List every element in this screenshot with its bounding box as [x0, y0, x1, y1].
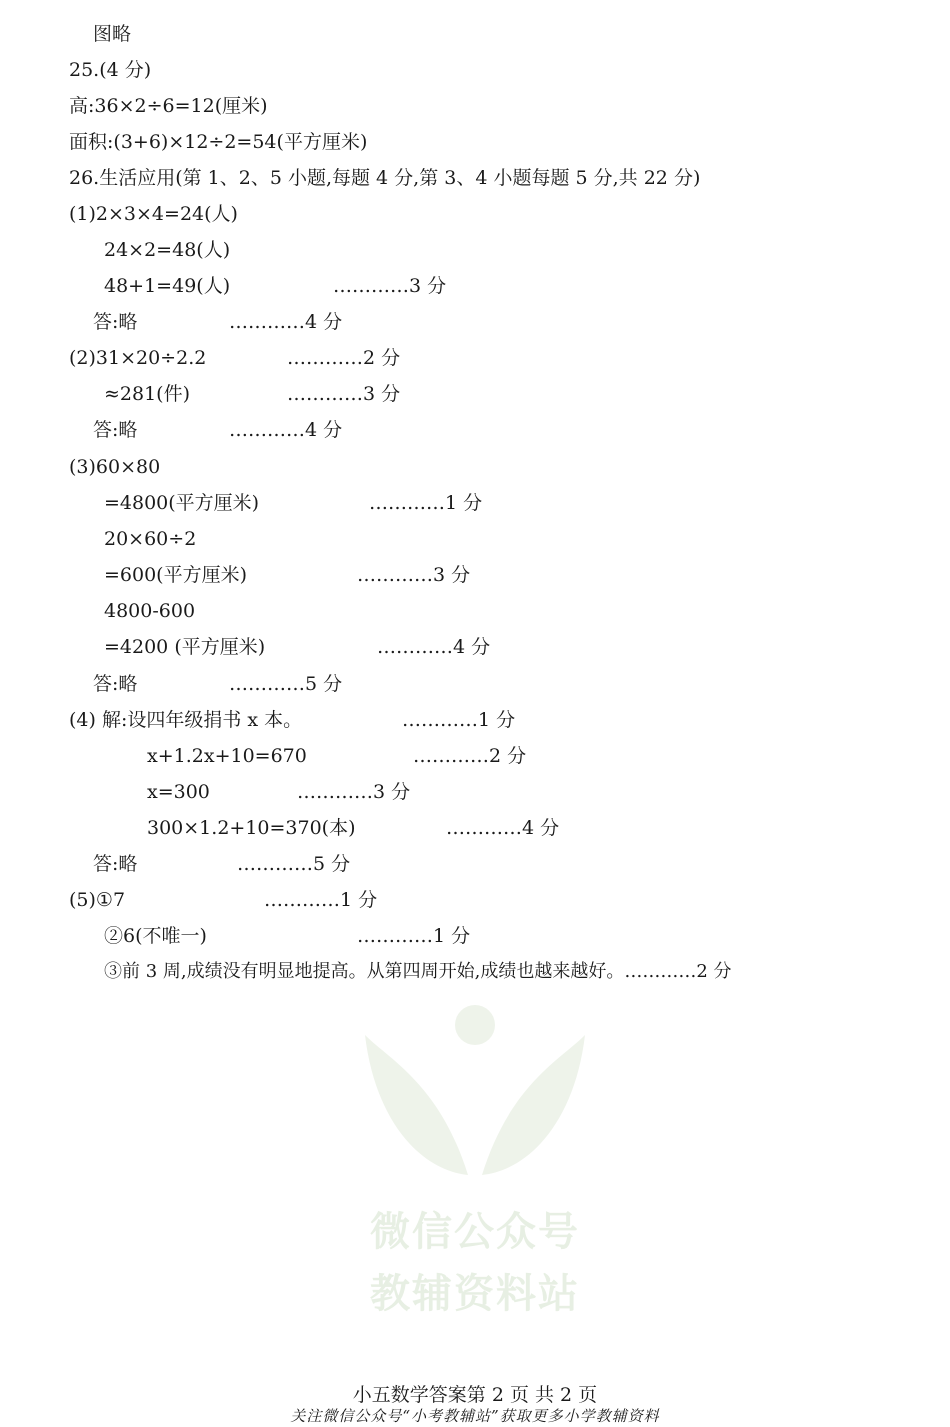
- score-mark: …………3 分: [297, 781, 411, 803]
- score-mark: …………5 分: [237, 853, 351, 875]
- watermark-text-line-2: 教辅资料站: [370, 1271, 580, 1317]
- score-mark: …………2 分: [287, 347, 401, 369]
- text-line: 48+1=49(人): [104, 275, 231, 297]
- score-mark: …………5 分: [229, 673, 343, 695]
- text-line: (2)31×20÷2.2: [69, 347, 207, 369]
- text-line: 300×1.2+10=370(本): [147, 817, 356, 839]
- text-line: (4) 解:设四年级捐书 x 本。: [69, 709, 303, 731]
- text-line: 答:略: [93, 419, 138, 441]
- score-mark: …………4 分: [229, 311, 343, 333]
- score-mark: …………3 分: [287, 383, 401, 405]
- score-mark: …………1 分: [264, 889, 378, 911]
- page-footer: 小五数学答案第 2 页 共 2 页: [352, 1384, 598, 1406]
- score-mark: …………4 分: [229, 419, 343, 441]
- score-mark: …………1 分: [357, 925, 471, 947]
- footer-note: 关注微信公众号“小考教辅站”获取更多小学教辅资料: [290, 1407, 660, 1425]
- text-line: x=300: [147, 781, 210, 803]
- score-mark: …………3 分: [333, 275, 447, 297]
- text-line: (1)2×3×4=24(人): [69, 203, 238, 225]
- text-line: ②6(不唯一): [104, 925, 207, 947]
- score-mark: …………3 分: [357, 564, 471, 586]
- text-line: 图略: [93, 23, 132, 45]
- text-line: =4800(平方厘米): [104, 492, 260, 514]
- text-line: 答:略: [93, 853, 138, 875]
- text-line: (5)①7: [69, 889, 126, 911]
- score-mark: …………1 分: [369, 492, 483, 514]
- text-line: =4200 (平方厘米): [104, 636, 266, 658]
- question-26-heading: 26.生活应用(第 1、2、5 小题,每题 4 分,第 3、4 小题每题 5 分,共 22 分): [69, 167, 701, 189]
- text-line: x+1.2x+10=670: [147, 745, 307, 767]
- score-mark: …………1 分: [402, 709, 516, 731]
- text-line: 20×60÷2: [104, 528, 197, 550]
- score-mark: …………4 分: [446, 817, 560, 839]
- text-line: =600(平方厘米): [104, 564, 248, 586]
- text-line: 高:36×2÷6=12(厘米): [69, 95, 268, 117]
- text-line: (3)60×80: [69, 456, 161, 478]
- watermark-text-line-1: 微信公众号: [370, 1209, 580, 1255]
- score-mark: …………4 分: [377, 636, 491, 658]
- text-line: 面积:(3+6)×12÷2=54(平方厘米): [69, 131, 368, 153]
- text-line: ③前 3 周,成绩没有明显地提高。从第四周开始,成绩也越来越好。…………2 分: [104, 961, 732, 982]
- text-line: ≈281(件): [104, 383, 191, 405]
- text-line: 答:略: [93, 311, 138, 333]
- sprout-logo-icon: [350, 1000, 600, 1200]
- question-25-heading: 25.(4 分): [69, 59, 152, 81]
- score-mark: …………2 分: [413, 745, 527, 767]
- text-line: 答:略: [93, 673, 138, 695]
- text-line: 24×2=48(人): [104, 239, 231, 261]
- watermark: [350, 1000, 600, 1320]
- text-line: 4800-600: [104, 600, 196, 622]
